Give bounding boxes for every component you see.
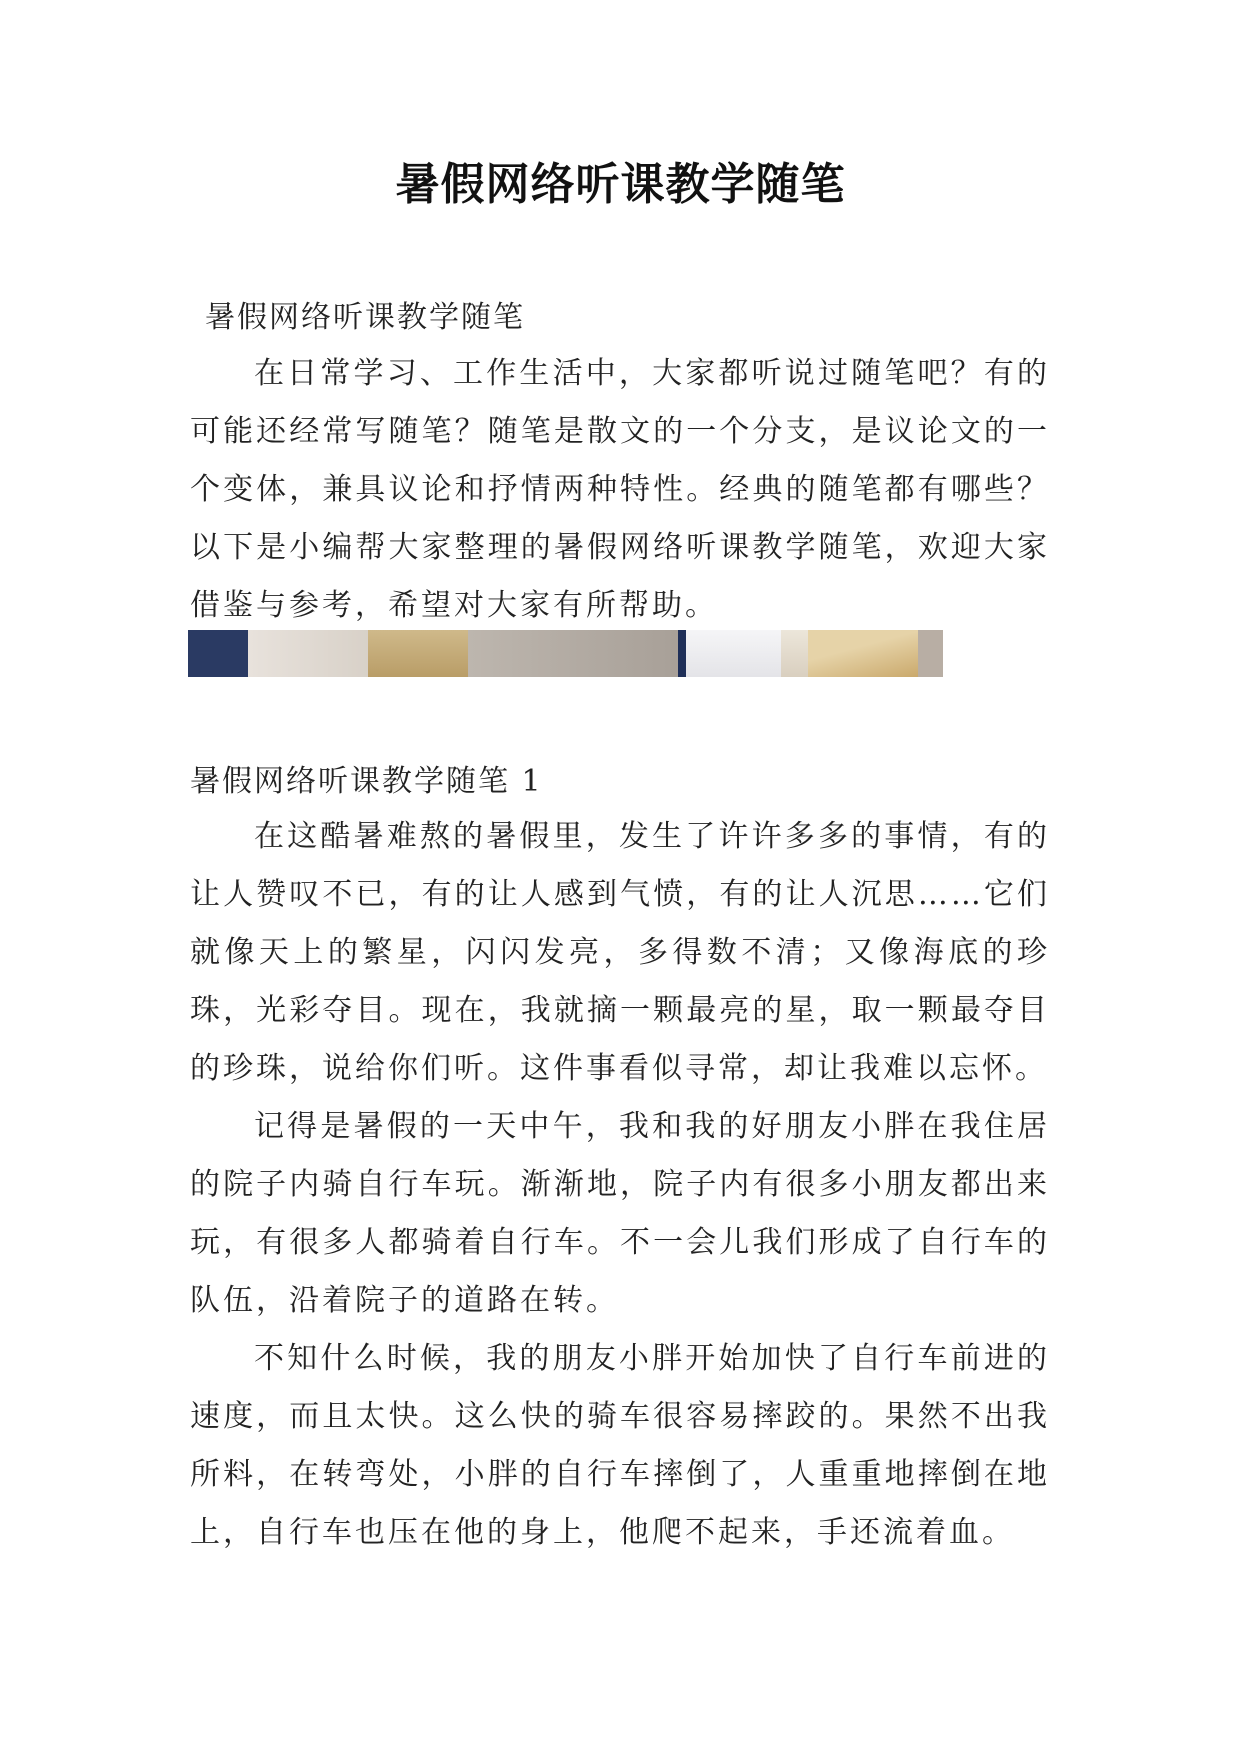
paragraph-3: 不知什么时候，我的朋友小胖开始加快了自行车前进的速度，而且太快。这么快的骑车很容易摔跤的。果然不出我所料，在转弯处，小胖的自行车摔倒了，人重重地摔倒在地上，自行车也压在他的身上，他爬不起来，手还流着血。 — [190, 1341, 1050, 1550]
paragraph-1: 在这酷暑难熬的暑假里，发生了许许多多的事情，有的让人赞叹不已，有的让人感到气愤，有的让人沉思……它们就像天上的繁星，闪闪发亮，多得数不清；又像海底的珍珠，光彩夺目。现在，我就摘一颗最亮的星，取一颗最夺目的珍珠，说给你们听。这件事看似寻常，却让我难以忘怀。 — [190, 819, 1050, 1086]
intro-heading: 暑假网络听课教学随笔 — [205, 300, 525, 335]
document-title: 暑假网络听课教学随笔 — [395, 159, 846, 210]
paragraph-2: 记得是暑假的一天中午，我和我的好朋友小胖在我住居的院子内骑自行车玩。渐渐地，院子内有很多小朋友都出来玩，有很多人都骑着自行车。不一会儿我们形成了自行车的队伍，沿着院子的道路在转。 — [190, 1109, 1050, 1318]
intro-paragraph: 在日常学习、工作生活中，大家都听说过随笔吧？有的可能还经常写随笔？随笔是散文的一个分支，是议论文的一个变体，兼具议论和抒情两种特性。经典的随笔都有哪些？以下是小编帮大家整理的暑假网络听课教学随笔，欢迎大家借鉴与参考，希望对大家有所帮助。 — [190, 356, 1050, 623]
section-heading: 暑假网络听课教学随笔 1 — [190, 764, 543, 799]
cropped-photo — [188, 630, 943, 677]
